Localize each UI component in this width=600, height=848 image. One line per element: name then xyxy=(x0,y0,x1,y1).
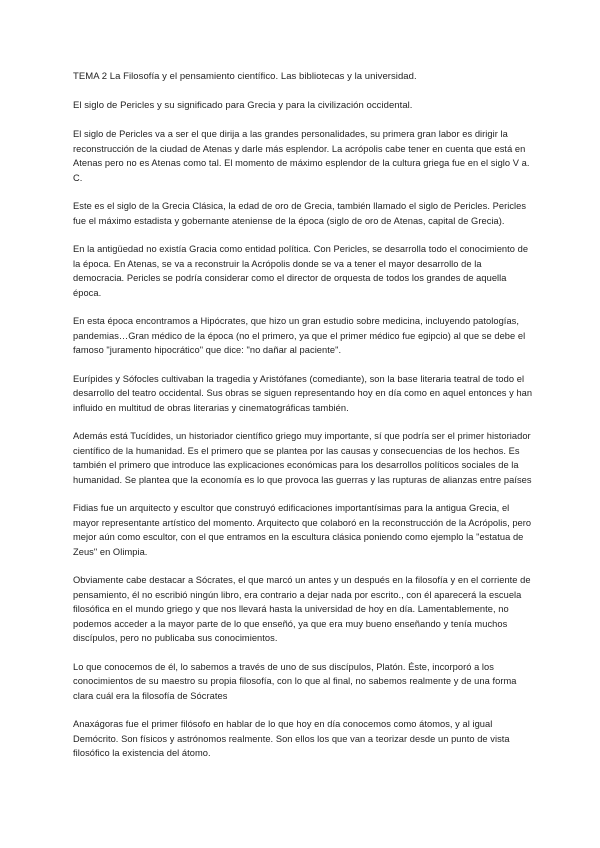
document-page xyxy=(73,70,535,775)
paragraph-thucydides: Además está Tucídides, un historiador científico griego muy importante, sí que podría ser el primer historiador científico de la humanidad. Es el primero que se plantea por las causas y consecuencias de los hechos. Es también el primero que introduce las explicaciones económicas para los desarrollos políticos sociales de la humanidad. Se plantea que la economía es lo que provoca las guerras y las rupturas de alianzas entre países xyxy=(73,431,532,485)
paragraph-phidias: Fidias fue un arquitecto y escultor que construyó edificaciones importantísimas para la antigua Grecia, el mayor representante artístico del momento. Arquitecto que colaboró en la reconstrucción de la Acrópolis, pero mejor aún como escultor, con el que entramos en la escultura clásica poniendo como ejemplo la "estatua de Zeus" en Olimpia. xyxy=(73,503,532,557)
paragraph-euripides-sophocles: Eurípides y Sófocles cultivaban la tragedia y Aristófanes (comediante), son la base literaria teatral de todo el desarrollo del teatro occidental. Sus obras se siguen representando hoy en día como en aquel entonces y han influido en multitud de obras literarias y cinematográficas también. xyxy=(73,373,533,413)
paragraph-socrates: Obviamente cabe destacar a Sócrates, el que marcó un antes y un después en la filosofía y en el corriente de pensamiento, él no escribió ningún libro, era contrario a dejar nada por escrito., con él aparecerá la escuela filosófica en el mundo griego y que nos llevará hasta la universidad de hoy en día. Lamentablemente, no podemos acceder a la mayor parte de lo que enseñó, ya que era muy bueno enseñando y tenía muchos discípulos, pero no publicaba sus conocimientos. xyxy=(73,575,531,643)
paragraph-hippocrates: En esta época encontramos a Hipócrates, que hizo un gran estudio sobre medicina, incluyendo patologías, pandemias…Gran médico de la época (no el primero, ya que el primer médico fue egipcio) al que se debe el famoso "juramento hipocrático" que dice: "no dañar al paciente". xyxy=(73,316,526,355)
paragraph-anaxagoras: Anaxágoras fue el primer filósofo en hablar de lo que hoy en día conocemos como átomos, y al igual Demócrito. Son físicos y astrónomos realmente. Son ellos los que van a teorizar desde un punto de vista filosófico la existencia del átomo. xyxy=(73,719,510,758)
paragraph-plato: Lo que conocemos de él, lo sabemos a través de uno de sus discípulos, Platón. Éste, incorporó a los conocimientos de su maestro su propia filosofía, con lo que al final, no sabemos realmente y de una forma clara cuál era la filosofía de Sócrates xyxy=(73,661,517,701)
paragraph-classical-greece: Este es el siglo de la Grecia Clásica, la edad de oro de Grecia, también llamado el siglo de Pericles. Pericles fue el máximo estadista y gobernante ateniense de la época (siglo de oro de Atenas, capital de Grecia). xyxy=(73,201,527,226)
document-title: TEMA 2 La Filosofía y el pensamiento científico. Las bibliotecas y la universidad. xyxy=(73,71,417,82)
document-subtitle: El siglo de Pericles y su significado para Grecia y para la civilización occidental. xyxy=(73,99,413,111)
paragraph-pericles-century: El siglo de Pericles va a ser el que dirija a las grandes personalidades, su primera gran labor es dirigir la reconstrucción de la ciudad de Atenas y darle más esplendor. La acrópolis cabe tener en cuenta que está en Atenas pero no es Atenas como tal. El momento de máximo esplendor de la cultura griega fue en el siglo V a. C. xyxy=(73,129,530,183)
paragraph-antiquity: En la antigüedad no existía Gracia como entidad política. Con Pericles, se desarrolla todo el conocimiento de la época. En Atenas, se va a reconstruir la Acrópolis donde se va a tener el mayor desarrollo de la democracia. Pericles se podría considerar como el director de orquesta de todos los grandes de aquella época. xyxy=(73,244,529,298)
